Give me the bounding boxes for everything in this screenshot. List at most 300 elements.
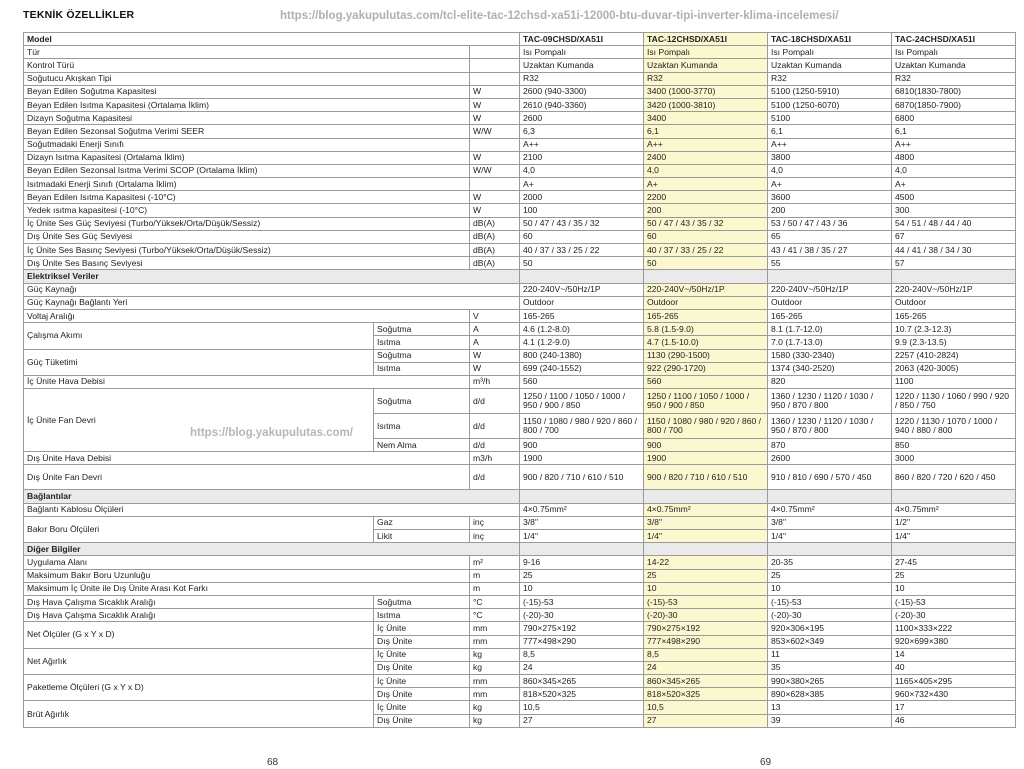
value-cell: 6,1	[768, 125, 892, 138]
row-label: Beyan Edilen Soğutma Kapasitesi	[24, 85, 470, 98]
unit-cell	[470, 138, 520, 151]
value-cell: A+	[644, 178, 768, 191]
value-cell: 4,0	[892, 164, 1016, 177]
row-label: Soğutucu Akışkan Tipi	[24, 72, 470, 85]
value-cell: 4×0.75mm²	[768, 503, 892, 516]
value-cell: Isı Pompalı	[768, 46, 892, 59]
value-cell: 25	[520, 569, 644, 582]
value-cell: 4.7 (1.5-10.0)	[644, 336, 768, 349]
value-cell: A++	[644, 138, 768, 151]
value-cell: 1/4"	[768, 530, 892, 543]
value-cell: 300	[892, 204, 1016, 217]
value-cell: 43 / 41 / 38 / 35 / 27	[768, 244, 892, 257]
value-cell: A++	[768, 138, 892, 151]
unit-cell: dB(A)	[470, 257, 520, 270]
value-cell: 60	[520, 230, 644, 243]
value-cell: 1165×405×295	[892, 675, 1016, 688]
unit-cell: W	[470, 98, 520, 111]
table-row	[24, 151, 1016, 164]
value-cell: 4.6 (1.2-8.0)	[520, 323, 644, 336]
row-label: Bağlantı Kablosu Ölçüleri	[24, 503, 520, 516]
row-label: Dış Ünite Ses Güç Seviyesi	[24, 230, 470, 243]
value-cell: A++	[892, 138, 1016, 151]
row-label: Maksimum İç Ünite ile Dış Ünite Arası Kot Farkı	[24, 582, 470, 595]
table-row	[24, 543, 1016, 556]
value-cell: 4800	[892, 151, 1016, 164]
table-row	[24, 204, 1016, 217]
model-name: TAC-18CHSD/XA51I	[768, 33, 892, 46]
unit-cell	[470, 46, 520, 59]
table-row	[24, 609, 1016, 622]
value-cell: 2100	[520, 151, 644, 164]
value-cell: 1/2"	[892, 516, 1016, 529]
value-cell: 4,0	[644, 164, 768, 177]
value-cell: 10	[520, 582, 644, 595]
value-cell: 10,5	[520, 701, 644, 714]
value-cell: 922 (290-1720)	[644, 362, 768, 375]
value-cell: (-20)-30	[644, 609, 768, 622]
value-cell: 2257 (410-2824)	[892, 349, 1016, 362]
unit-cell: m	[470, 582, 520, 595]
value-cell: 2600	[768, 452, 892, 465]
group-label: Bakır Boru Ölçüleri	[24, 516, 374, 542]
value-cell: 200	[768, 204, 892, 217]
sub-label: Isıtma	[374, 414, 470, 439]
value-cell: 200	[644, 204, 768, 217]
value-cell: 25	[644, 569, 768, 582]
row-label: İç Ünite Hava Debisi	[24, 375, 470, 388]
unit-cell: inç	[470, 516, 520, 529]
unit-cell: mm	[470, 688, 520, 701]
sub-label: Isıtma	[374, 362, 470, 375]
value-cell: 890×628×385	[768, 688, 892, 701]
row-label: Güç Kaynağı Bağlantı Yeri	[24, 296, 520, 309]
row-label: Yedek ısıtma kapasitesi (-10°C)	[24, 204, 470, 217]
value-cell: 870	[768, 439, 892, 452]
row-label: Beyan Edilen Isıtma Kapasitesi (-10°C)	[24, 191, 470, 204]
value-cell: 40 / 37 / 33 / 25 / 22	[644, 244, 768, 257]
value-cell: 2200	[644, 191, 768, 204]
sub-label: İç Ünite	[374, 622, 470, 635]
sub-label: Isıtma	[374, 336, 470, 349]
value-cell: (-15)-53	[644, 595, 768, 608]
value-cell: Outdoor	[520, 296, 644, 309]
value-cell: (-15)-53	[520, 595, 644, 608]
value-cell: 165-265	[520, 309, 644, 322]
unit-cell: d/d	[470, 414, 520, 439]
value-cell: 900 / 820 / 710 / 610 / 510	[644, 465, 768, 490]
page-number-left: 68	[267, 757, 279, 768]
value-cell: 35	[768, 661, 892, 674]
section-fill	[520, 543, 644, 556]
table-row	[24, 452, 1016, 465]
value-cell: 3/8"	[644, 516, 768, 529]
value-cell: 220-240V~/50Hz/1P	[644, 283, 768, 296]
value-cell: 5100 (1250-5910)	[768, 85, 892, 98]
section-title: Diğer Bilgiler	[24, 543, 520, 556]
spec-table	[23, 32, 1016, 728]
value-cell: 60	[644, 230, 768, 243]
unit-cell	[470, 59, 520, 72]
value-cell: 560	[520, 375, 644, 388]
sub-label: İç Ünite	[374, 701, 470, 714]
value-cell: 1100	[892, 375, 1016, 388]
table-row	[24, 72, 1016, 85]
value-cell: 4×0.75mm²	[892, 503, 1016, 516]
value-cell: 6,3	[520, 125, 644, 138]
value-cell: 860×345×265	[644, 675, 768, 688]
value-cell: 27-45	[892, 556, 1016, 569]
value-cell: 2063 (420-3005)	[892, 362, 1016, 375]
value-cell: 8.1 (1.7-12.0)	[768, 323, 892, 336]
model-name: TAC-09CHSD/XA51I	[520, 33, 644, 46]
value-cell: 3600	[768, 191, 892, 204]
group-label: Paketleme Ölçüleri (G x Y x D)	[24, 675, 374, 701]
value-cell: 920×306×195	[768, 622, 892, 635]
value-cell: 10.7 (2.3-12.3)	[892, 323, 1016, 336]
unit-cell: W	[470, 151, 520, 164]
unit-cell: °C	[470, 609, 520, 622]
unit-cell: mm	[470, 622, 520, 635]
value-cell: 777×498×290	[520, 635, 644, 648]
unit-cell: dB(A)	[470, 244, 520, 257]
unit-cell: W	[470, 85, 520, 98]
sub-label: İç Ünite	[374, 675, 470, 688]
sub-label: Soğutma	[374, 349, 470, 362]
value-cell: 6,1	[644, 125, 768, 138]
model-name: TAC-24CHSD/XA51I	[892, 33, 1016, 46]
unit-cell: W	[470, 191, 520, 204]
section-title: Elektriksel Veriler	[24, 270, 520, 283]
value-cell: 920×699×380	[892, 635, 1016, 648]
value-cell: 699 (240-1552)	[520, 362, 644, 375]
value-cell: 165-265	[644, 309, 768, 322]
value-cell: Isı Pompalı	[644, 46, 768, 59]
unit-cell: W/W	[470, 164, 520, 177]
row-label: Dış Ünite Fan Devri	[24, 465, 470, 490]
value-cell: Outdoor	[644, 296, 768, 309]
value-cell: 818×520×325	[644, 688, 768, 701]
sub-label: Likit	[374, 530, 470, 543]
value-cell: 9.9 (2.3-13.5)	[892, 336, 1016, 349]
value-cell: 1360 / 1230 / 1120 / 1030 / 950 / 870 / 800	[768, 389, 892, 414]
value-cell: 165-265	[768, 309, 892, 322]
sub-label: Dış Ünite	[374, 688, 470, 701]
value-cell: 50 / 47 / 43 / 35 / 32	[520, 217, 644, 230]
table-row	[24, 323, 1016, 336]
value-cell: Outdoor	[892, 296, 1016, 309]
unit-cell: W/W	[470, 125, 520, 138]
unit-cell: W	[470, 349, 520, 362]
value-cell: 9-16	[520, 556, 644, 569]
value-cell: 3/8"	[768, 516, 892, 529]
unit-cell: kg	[470, 714, 520, 727]
value-cell: 10,5	[644, 701, 768, 714]
value-cell: Uzaktan Kumanda	[768, 59, 892, 72]
value-cell: 2600	[520, 112, 644, 125]
row-label: Dizayn Soğutma Kapasitesi	[24, 112, 470, 125]
value-cell: Uzaktan Kumanda	[892, 59, 1016, 72]
row-label: İç Ünite Ses Güç Seviyesi (Turbo/Yüksek/Orta/Düşük/Sessiz)	[24, 217, 470, 230]
section-fill	[644, 270, 768, 283]
table-row	[24, 257, 1016, 270]
table-row	[24, 349, 1016, 362]
row-label: Kontrol Türü	[24, 59, 470, 72]
group-label: İç Ünite Fan Devri	[24, 389, 374, 452]
value-cell: 7.0 (1.7-13.0)	[768, 336, 892, 349]
row-label: İç Ünite Ses Basınç Seviyesi (Turbo/Yüksek/Orta/Düşük/Sessiz)	[24, 244, 470, 257]
value-cell: 790×275×192	[644, 622, 768, 635]
value-cell: 27	[644, 714, 768, 727]
value-cell: 4×0.75mm²	[520, 503, 644, 516]
value-cell: 57	[892, 257, 1016, 270]
table-row	[24, 465, 1016, 490]
table-row	[24, 569, 1016, 582]
value-cell: 1360 / 1230 / 1120 / 1030 / 950 / 870 / 800	[768, 414, 892, 439]
value-cell: 1/4"	[644, 530, 768, 543]
value-cell: 900 / 820 / 710 / 610 / 510	[520, 465, 644, 490]
value-cell: 25	[892, 569, 1016, 582]
value-cell: 1374 (340-2520)	[768, 362, 892, 375]
value-cell: Outdoor	[768, 296, 892, 309]
table-row	[24, 46, 1016, 59]
value-cell: A+	[892, 178, 1016, 191]
page-title: TEKNİK ÖZELLİKLER	[23, 9, 135, 21]
value-cell: 4.1 (1.2-9.0)	[520, 336, 644, 349]
section-fill	[768, 490, 892, 503]
table-row	[24, 98, 1016, 111]
group-label: Net Ağırlık	[24, 648, 374, 674]
page-number-right: 69	[760, 757, 772, 768]
table-row	[24, 270, 1016, 283]
value-cell: R32	[768, 72, 892, 85]
row-label: Dizayn Isıtma Kapasitesi (Ortalama İklim)	[24, 151, 470, 164]
value-cell: 10	[768, 582, 892, 595]
value-cell: 44 / 41 / 38 / 34 / 30	[892, 244, 1016, 257]
table-row	[24, 230, 1016, 243]
value-cell: 13	[768, 701, 892, 714]
unit-cell: A	[470, 336, 520, 349]
group-label: Brüt Ağırlık	[24, 701, 374, 727]
value-cell: 55	[768, 257, 892, 270]
unit-cell: m³/h	[470, 375, 520, 388]
sub-label: Soğutma	[374, 389, 470, 414]
section-fill	[520, 270, 644, 283]
section-fill	[520, 490, 644, 503]
table-row	[24, 622, 1016, 635]
value-cell: 14-22	[644, 556, 768, 569]
unit-cell: mm	[470, 635, 520, 648]
value-cell: 50	[644, 257, 768, 270]
value-cell: 1150 / 1080 / 980 / 920 / 860 / 800 / 700	[520, 414, 644, 439]
unit-cell: kg	[470, 661, 520, 674]
table-row	[24, 309, 1016, 322]
group-label: Çalışma Akımı	[24, 323, 374, 349]
value-cell: 165-265	[892, 309, 1016, 322]
value-cell: 818×520×325	[520, 688, 644, 701]
value-cell: 1220 / 1130 / 1060 / 990 / 920 / 850 / 750	[892, 389, 1016, 414]
unit-cell: W	[470, 112, 520, 125]
table-row	[24, 138, 1016, 151]
table-row	[24, 244, 1016, 257]
value-cell: 3400	[644, 112, 768, 125]
unit-cell: kg	[470, 648, 520, 661]
value-cell: 790×275×192	[520, 622, 644, 635]
value-cell: 6,1	[892, 125, 1016, 138]
row-label: Soğutmadaki Enerji Sınıfı	[24, 138, 470, 151]
value-cell: 900	[644, 439, 768, 452]
value-cell: 1/4"	[892, 530, 1016, 543]
value-cell: 2600 (940-3300)	[520, 85, 644, 98]
table-row	[24, 59, 1016, 72]
value-cell: 860 / 820 / 720 / 620 / 450	[892, 465, 1016, 490]
table-row	[24, 164, 1016, 177]
row-label: Beyan Edilen Isıtma Kapasitesi (Ortalama İklim)	[24, 98, 470, 111]
unit-cell: dB(A)	[470, 217, 520, 230]
unit-cell	[470, 178, 520, 191]
row-label: Maksimum Bakır Boru Uzunluğu	[24, 569, 470, 582]
value-cell: 11	[768, 648, 892, 661]
value-cell: 4500	[892, 191, 1016, 204]
value-cell: 4×0.75mm²	[644, 503, 768, 516]
sub-label: Gaz	[374, 516, 470, 529]
value-cell: 1/4"	[520, 530, 644, 543]
row-label: Isıtmadaki Enerji Sınıfı (Ortalama İklim)	[24, 178, 470, 191]
sub-label: Soğutma	[374, 323, 470, 336]
table-row	[24, 490, 1016, 503]
value-cell: 777×498×290	[644, 635, 768, 648]
value-cell: 1900	[520, 452, 644, 465]
value-cell: A+	[520, 178, 644, 191]
value-cell: 25	[768, 569, 892, 582]
value-cell: (-20)-30	[520, 609, 644, 622]
unit-cell: W	[470, 204, 520, 217]
section-fill	[892, 543, 1016, 556]
value-cell: 1580 (330-2340)	[768, 349, 892, 362]
value-cell: 1900	[644, 452, 768, 465]
value-cell: 1250 / 1100 / 1050 / 1000 / 950 / 900 / 850	[644, 389, 768, 414]
watermark-short: https://blog.yakupulutas.com/	[190, 427, 353, 439]
value-cell: 1250 / 1100 / 1050 / 1000 / 950 / 900 / 850	[520, 389, 644, 414]
value-cell: 10	[892, 582, 1016, 595]
group-label: Net Ölçüler (G x Y x D)	[24, 622, 374, 648]
table-row	[24, 595, 1016, 608]
value-cell: 5100 (1250-6070)	[768, 98, 892, 111]
value-cell: 53 / 50 / 47 / 43 / 36	[768, 217, 892, 230]
unit-cell: m	[470, 569, 520, 582]
value-cell: 24	[520, 661, 644, 674]
table-row	[24, 125, 1016, 138]
table-row	[24, 112, 1016, 125]
table-row	[24, 33, 1016, 46]
value-cell: A++	[520, 138, 644, 151]
value-cell: 2400	[644, 151, 768, 164]
row-label: Dış Hava Çalışma Sıcaklık Aralığı	[24, 609, 374, 622]
value-cell: 1150 / 1080 / 980 / 920 / 860 / 800 / 700	[644, 414, 768, 439]
unit-cell: dB(A)	[470, 230, 520, 243]
unit-cell: m3/h	[470, 452, 520, 465]
row-label: Dış Ünite Hava Debisi	[24, 452, 470, 465]
value-cell: 853×602×349	[768, 635, 892, 648]
value-cell: 6870(1850-7900)	[892, 98, 1016, 111]
section-fill	[892, 490, 1016, 503]
table-row	[24, 648, 1016, 661]
value-cell: 8,5	[520, 648, 644, 661]
table-row	[24, 389, 1016, 414]
value-cell: 27	[520, 714, 644, 727]
value-cell: 800 (240-1380)	[520, 349, 644, 362]
row-label: Beyan Edilen Sezonsal Soğutma Verimi SEER	[24, 125, 470, 138]
unit-cell: W	[470, 362, 520, 375]
value-cell: 1130 (290-1500)	[644, 349, 768, 362]
value-cell: 2000	[520, 191, 644, 204]
value-cell: 50 / 47 / 43 / 35 / 32	[644, 217, 768, 230]
section-fill	[768, 270, 892, 283]
row-label: Voltaj Aralığı	[24, 309, 470, 322]
table-row	[24, 178, 1016, 191]
unit-cell	[470, 72, 520, 85]
value-cell: 8,5	[644, 648, 768, 661]
value-cell: 3800	[768, 151, 892, 164]
value-cell: 860×345×265	[520, 675, 644, 688]
model-name: TAC-12CHSD/XA51I	[644, 33, 768, 46]
value-cell: R32	[644, 72, 768, 85]
value-cell: 220-240V~/50Hz/1P	[892, 283, 1016, 296]
value-cell: 990×380×265	[768, 675, 892, 688]
value-cell: 17	[892, 701, 1016, 714]
watermark-url: https://blog.yakupulutas.com/tcl-elite-tac-12chsd-xa51i-12000-btu-duvar-tipi-inverter-klima-incelemesi/	[280, 10, 839, 22]
value-cell: (-15)-53	[768, 595, 892, 608]
value-cell: 220-240V~/50Hz/1P	[768, 283, 892, 296]
unit-cell: kg	[470, 701, 520, 714]
row-label: Güç Kaynağı	[24, 283, 520, 296]
section-fill	[644, 490, 768, 503]
section-fill	[768, 543, 892, 556]
section-title: Bağlantılar	[24, 490, 520, 503]
table-row	[24, 516, 1016, 529]
section-fill	[892, 270, 1016, 283]
value-cell: 10	[644, 582, 768, 595]
value-cell: 39	[768, 714, 892, 727]
value-cell: 20-35	[768, 556, 892, 569]
value-cell: 4,0	[520, 164, 644, 177]
table-row	[24, 191, 1016, 204]
table-row	[24, 503, 1016, 516]
value-cell: 100	[520, 204, 644, 217]
sub-label: Nem Alma	[374, 439, 470, 452]
unit-cell: V	[470, 309, 520, 322]
value-cell: 14	[892, 648, 1016, 661]
value-cell: Isı Pompalı	[892, 46, 1016, 59]
value-cell: 6810(1830-7800)	[892, 85, 1016, 98]
value-cell: A+	[768, 178, 892, 191]
table-row	[24, 556, 1016, 569]
value-cell: 4,0	[768, 164, 892, 177]
value-cell: R32	[520, 72, 644, 85]
value-cell: 850	[892, 439, 1016, 452]
unit-cell: °C	[470, 595, 520, 608]
value-cell: 24	[644, 661, 768, 674]
table-row	[24, 85, 1016, 98]
unit-cell: m²	[470, 556, 520, 569]
model-label: Model	[24, 33, 520, 46]
value-cell: 960×732×430	[892, 688, 1016, 701]
value-cell: 3/8"	[520, 516, 644, 529]
row-label: Dış Ünite Ses Basınç Seviyesi	[24, 257, 470, 270]
value-cell: 560	[644, 375, 768, 388]
row-label: Dış Hava Çalışma Sıcaklık Aralığı	[24, 595, 374, 608]
value-cell: 3000	[892, 452, 1016, 465]
